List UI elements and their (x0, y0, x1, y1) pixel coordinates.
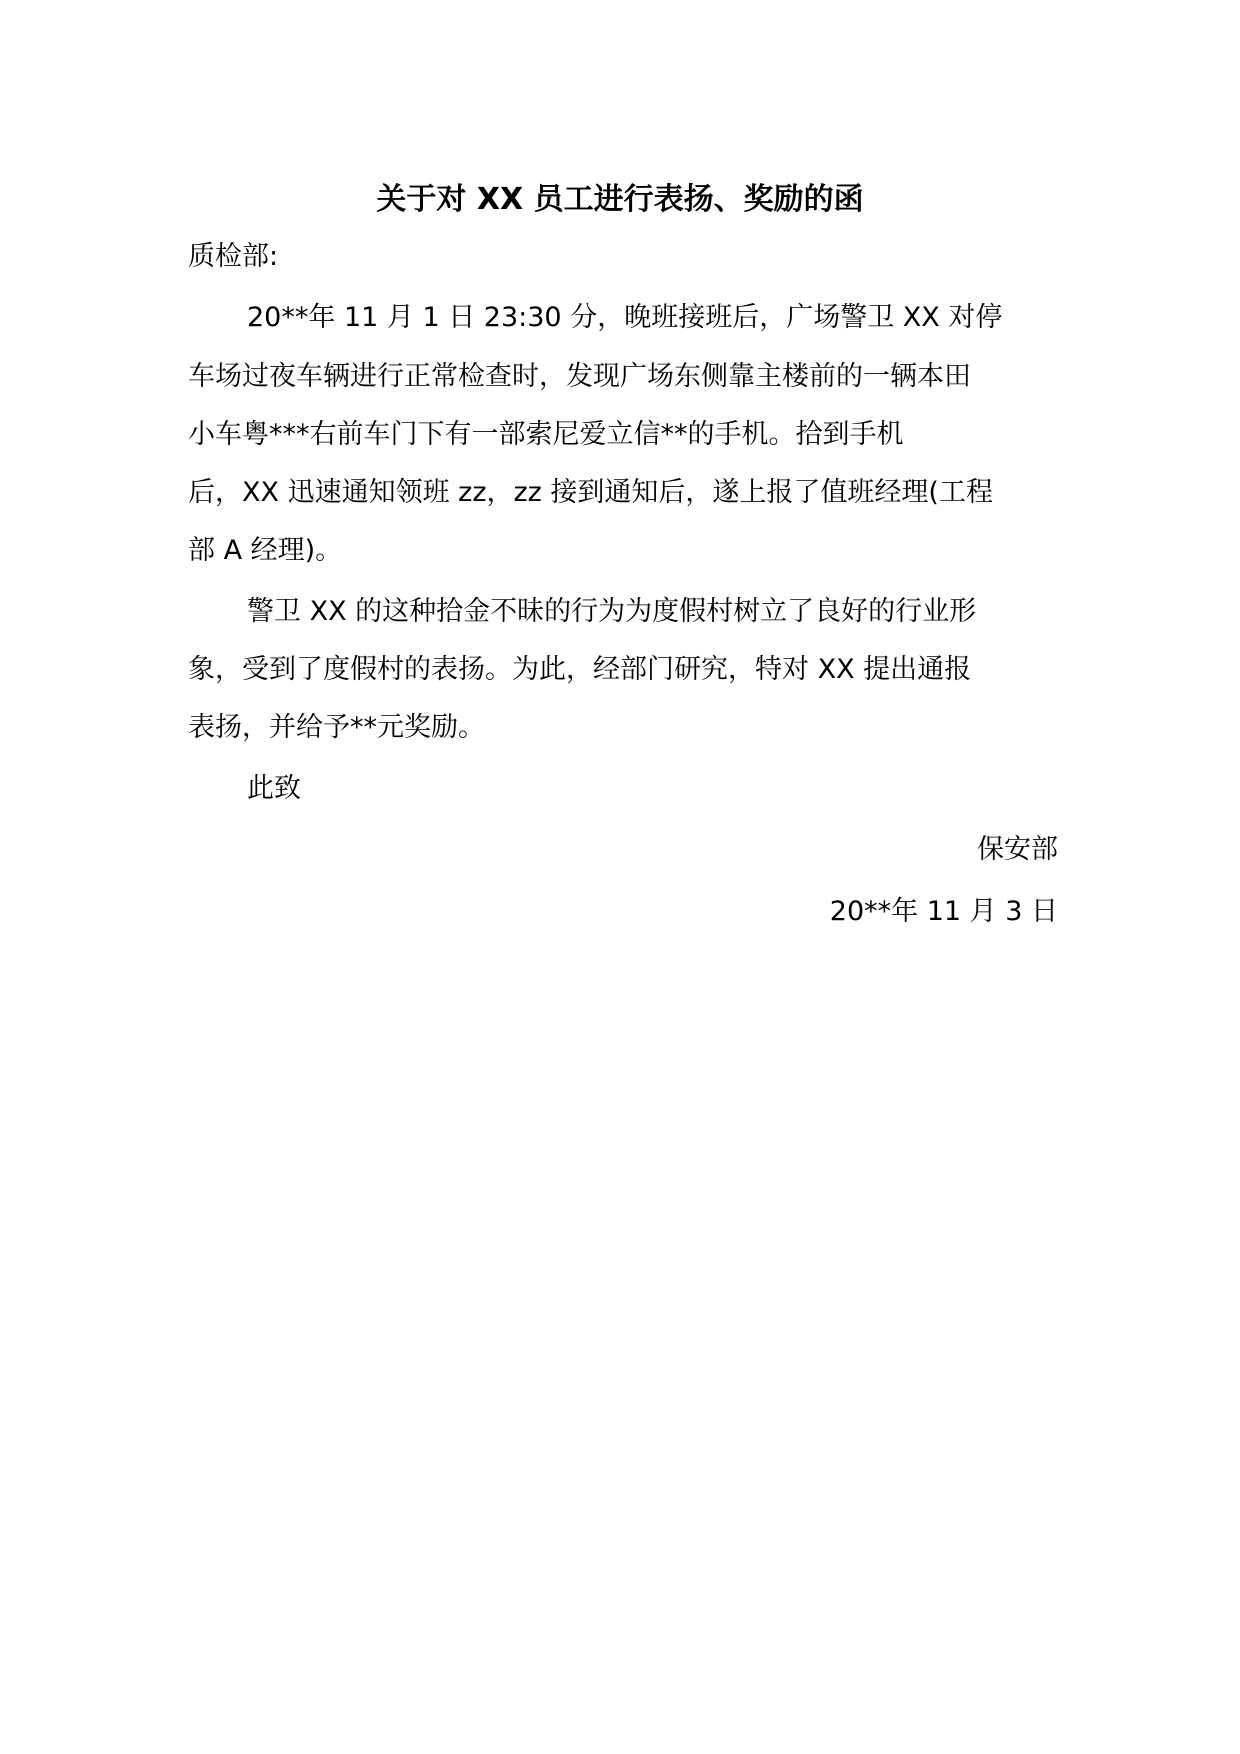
closing-salutation: 此致 (247, 773, 301, 804)
paragraph2-line-1: 警卫 XX 的这种拾金不昧的行为为度假村树立了良好的行业形 (247, 596, 977, 627)
paragraph1-line-1: 20**年 11 月 1 日 23:30 分，晚班接班后，广场警卫 XX 对停 (247, 302, 1003, 333)
letter-title: 关于对 XX 员工进行表扬、奖励的函 (376, 182, 864, 217)
paragraph2-line-3: 表扬，并给予**元奖励。 (188, 712, 485, 743)
letter-date: 20**年 11 月 3 日 (829, 896, 1058, 927)
paragraph2-line-2: 象，受到了度假村的表扬。为此，经部门研究，特对 XX 提出通报 (188, 654, 972, 685)
paragraph1-line-4: 后，XX 迅速通知领班 zz，zz 接到通知后，遂上报了值班经理(工程 (188, 477, 993, 508)
paragraph1-line-3: 小车粤***右前车门下有一部索尼爱立信**的手机。拾到手机 (188, 419, 904, 450)
recipient-line: 质检部: (188, 241, 279, 272)
paragraph1-line-5: 部 A 经理)。 (188, 535, 343, 566)
signature-department: 保安部 (977, 834, 1058, 865)
paragraph1-line-2: 车场过夜车辆进行正常检查时，发现广场东侧靠主楼前的一辆本田 (188, 361, 971, 392)
